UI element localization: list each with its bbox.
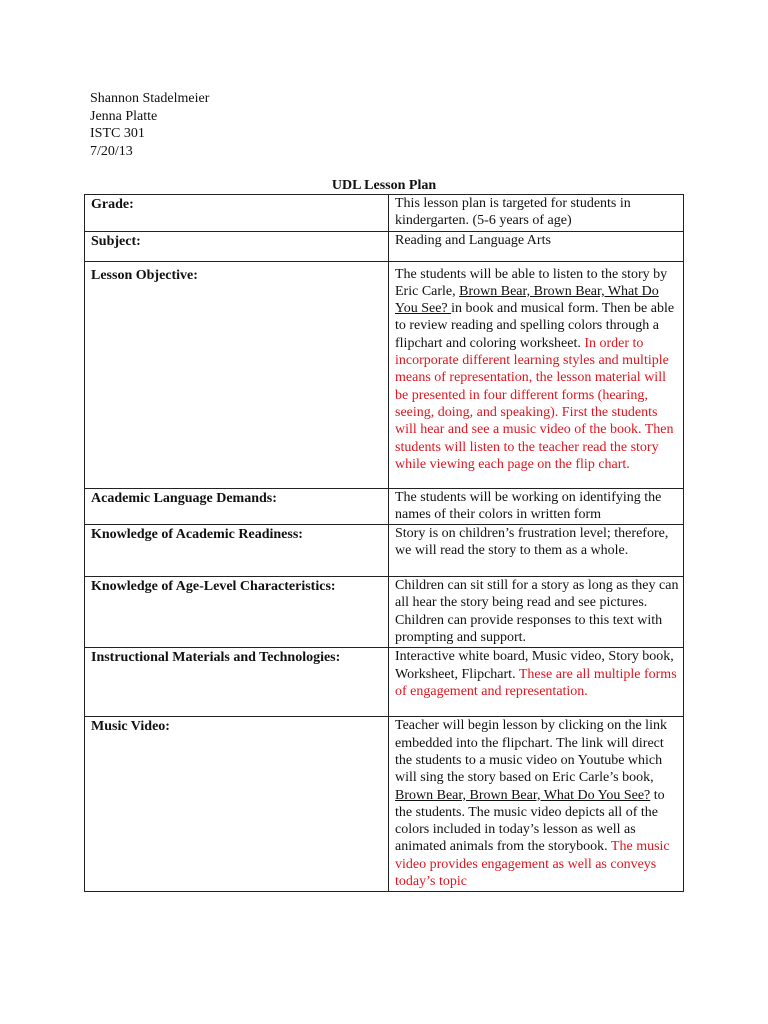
table-row xyxy=(85,195,684,232)
course-code: ISTC 301 xyxy=(90,126,145,141)
row-content: The students will be working on identifying the names of their colors in written form xyxy=(389,488,684,525)
document-date: 7/20/13 xyxy=(90,143,133,159)
row-label: Music Video: xyxy=(85,717,389,892)
row-label: Academic Language Demands: xyxy=(85,488,389,525)
book-title: Brown Bear, Brown Bear, What Do You See? xyxy=(395,787,651,803)
music-video-text: Teacher will begin lesson by clicking on the link embedded into the flipchart. The link will direct the students to a music video on Youtube which will sing the story based on Eric Carle’s book, xyxy=(395,718,667,786)
udl-note: The music video provides engagement as well as conveys today’s topic xyxy=(395,839,670,890)
row-label: Grade: xyxy=(85,195,389,232)
table-row xyxy=(85,717,684,892)
author-name-2: Jenna Platte xyxy=(90,108,158,124)
table-row xyxy=(85,231,684,261)
table-row xyxy=(85,488,684,525)
book-title: Brown Bear, Brown Bear, What Do You See? xyxy=(395,283,659,317)
udl-note: In order to incorporate different learning styles and multiple means of representation, the lesson material will be presented in four different forms (hearing, seeing, doing, and speaking). First the students will hear and see a music video of the book. Then students will listen to the teacher read the story while viewing each page on the flip chart. xyxy=(395,335,674,472)
row-label: Knowledge of Age-Level Characteristics: xyxy=(85,577,389,648)
author-name-1: Shannon Stadelmeier xyxy=(90,91,210,106)
row-label: Subject: xyxy=(85,231,389,261)
row-label: Knowledge of Academic Readiness: xyxy=(85,525,389,577)
row-content: Reading and Language Arts xyxy=(389,231,684,261)
objective-text: The students will be able to listen to the story by Eric Carle, xyxy=(395,266,668,299)
music-video-text-cont: to the students. The music video depicts all of the colors included in today’s lesson as well as animated animals from the storybook. xyxy=(395,787,665,855)
table-row xyxy=(85,525,684,577)
table-row xyxy=(85,577,684,648)
row-content: Children can sit still for a story as long as they can all hear the story being read and see pictures. Children can provide responses to this text with prompting and support. xyxy=(389,577,684,648)
row-content xyxy=(389,717,684,892)
udl-note: These are all multiple forms of engagement and representation. xyxy=(395,666,677,699)
materials-text: Interactive white board, Music video, Story book, Worksheet, Flipchart. xyxy=(395,649,674,682)
lesson-plan-table xyxy=(84,194,684,892)
author-block xyxy=(90,90,209,160)
row-label: Instructional Materials and Technologies: xyxy=(85,648,389,717)
objective-text-cont: in book and musical form. Then be able to review reading and spelling colors through a flipchart and coloring worksheet. xyxy=(395,301,675,351)
row-content xyxy=(389,648,684,717)
table-row xyxy=(85,648,684,717)
row-content xyxy=(389,261,684,488)
row-content: Story is on children’s frustration level; therefore, we will read the story to them as a whole. xyxy=(389,525,684,577)
row-label: Lesson Objective: xyxy=(85,261,389,488)
table-row xyxy=(85,261,684,488)
document-title: UDL Lesson Plan xyxy=(331,178,437,193)
row-content: This lesson plan is targeted for students in kindergarten. (5-6 years of age) xyxy=(389,195,684,232)
